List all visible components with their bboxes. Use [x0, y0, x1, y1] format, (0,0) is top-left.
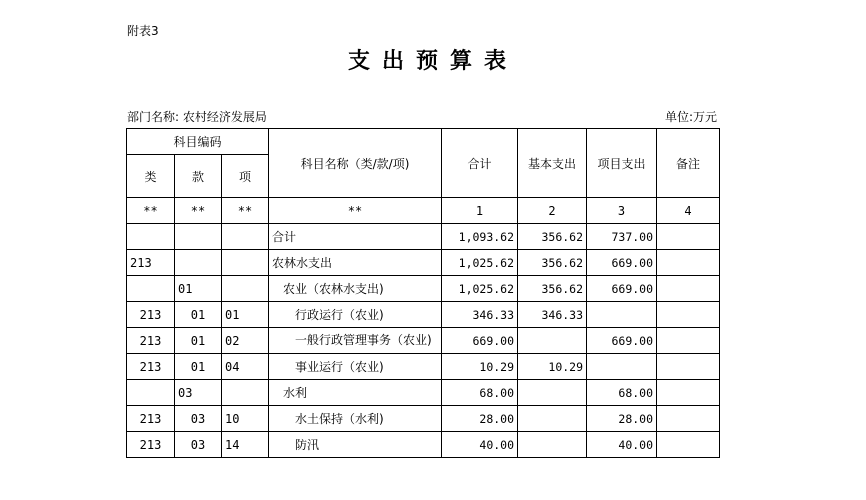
cell-project: 737.00: [587, 224, 657, 250]
cell-remark: [657, 250, 720, 276]
table-row: [127, 250, 720, 276]
index-cell: 4: [657, 198, 720, 224]
cell-lei: 213: [127, 354, 175, 380]
header-lei: 类: [127, 155, 175, 198]
cell-name: 行政运行（农业): [269, 302, 442, 328]
cell-remark: [657, 354, 720, 380]
cell-total: 40.00: [442, 432, 518, 458]
cell-xiang: [222, 380, 269, 406]
cell-remark: [657, 302, 720, 328]
table-row: [127, 380, 720, 406]
cell-kuan: 01: [175, 276, 222, 302]
cell-lei: 213: [127, 302, 175, 328]
index-cell: **: [175, 198, 222, 224]
cell-remark: [657, 224, 720, 250]
cell-lei: 213: [127, 406, 175, 432]
index-row: [127, 198, 720, 224]
cell-remark: [657, 406, 720, 432]
page-title: 支出预算表: [347, 49, 518, 74]
cell-total: 669.00: [442, 328, 518, 354]
table-row: [127, 276, 720, 302]
cell-total: 1,025.62: [442, 276, 518, 302]
cell-xiang: 02: [222, 328, 269, 354]
annex-label: 附表3: [127, 24, 159, 38]
cell-project: 669.00: [587, 276, 657, 302]
cell-kuan: 01: [175, 354, 222, 380]
cell-project: 669.00: [587, 328, 657, 354]
cell-name: 农业（农林水支出): [269, 276, 442, 302]
cell-basic: [518, 406, 587, 432]
index-cell: **: [269, 198, 442, 224]
cell-lei: [127, 380, 175, 406]
cell-xiang: [222, 250, 269, 276]
cell-kuan: 01: [175, 328, 222, 354]
cell-remark: [657, 328, 720, 354]
cell-xiang: 04: [222, 354, 269, 380]
cell-basic: [518, 432, 587, 458]
cell-xiang: [222, 276, 269, 302]
cell-total: 10.29: [442, 354, 518, 380]
cell-total: 1,025.62: [442, 250, 518, 276]
header-project: 项目支出: [587, 129, 657, 198]
table-row: [127, 224, 720, 250]
index-cell: 3: [587, 198, 657, 224]
cell-kuan: [175, 250, 222, 276]
cell-lei: [127, 276, 175, 302]
cell-total: 1,093.62: [442, 224, 518, 250]
cell-project: [587, 354, 657, 380]
cell-remark: [657, 432, 720, 458]
cell-kuan: [175, 224, 222, 250]
index-cell: 2: [518, 198, 587, 224]
cell-name: 一般行政管理事务（农业): [269, 328, 442, 354]
header-name: 科目名称（类/款/项): [269, 129, 442, 198]
index-cell: **: [127, 198, 175, 224]
cell-project: 28.00: [587, 406, 657, 432]
header-basic: 基本支出: [518, 129, 587, 198]
budget-table: [126, 128, 720, 458]
cell-lei: [127, 224, 175, 250]
cell-lei: 213: [127, 250, 175, 276]
header-code-group: 科目编码: [127, 129, 269, 155]
index-cell: 1: [442, 198, 518, 224]
cell-basic: [518, 328, 587, 354]
cell-project: 40.00: [587, 432, 657, 458]
header-remark: 备注: [657, 129, 720, 198]
cell-name: 防汛: [269, 432, 442, 458]
cell-name: 水利: [269, 380, 442, 406]
cell-xiang: 14: [222, 432, 269, 458]
department-name: 部门名称: 农村经济发展局: [127, 110, 267, 124]
header-xiang: 项: [222, 155, 269, 198]
cell-lei: 213: [127, 432, 175, 458]
cell-total: 68.00: [442, 380, 518, 406]
cell-basic: 356.62: [518, 276, 587, 302]
cell-basic: 356.62: [518, 224, 587, 250]
cell-basic: [518, 380, 587, 406]
cell-name: 合计: [269, 224, 442, 250]
cell-kuan: 03: [175, 432, 222, 458]
table-row: [127, 432, 720, 458]
cell-basic: 356.62: [518, 250, 587, 276]
table-row: [127, 406, 720, 432]
header-total: 合计: [442, 129, 518, 198]
cell-kuan: 01: [175, 302, 222, 328]
cell-name: 农林水支出: [269, 250, 442, 276]
table-row: [127, 328, 720, 354]
header-kuan: 款: [175, 155, 222, 198]
cell-total: 28.00: [442, 406, 518, 432]
cell-project: [587, 302, 657, 328]
cell-name: 事业运行（农业): [269, 354, 442, 380]
table-row: [127, 302, 720, 328]
cell-basic: 346.33: [518, 302, 587, 328]
cell-project: 68.00: [587, 380, 657, 406]
cell-remark: [657, 380, 720, 406]
cell-xiang: 10: [222, 406, 269, 432]
cell-kuan: 03: [175, 380, 222, 406]
cell-lei: 213: [127, 328, 175, 354]
cell-total: 346.33: [442, 302, 518, 328]
cell-remark: [657, 276, 720, 302]
cell-xiang: [222, 224, 269, 250]
cell-name: 水土保持（水利): [269, 406, 442, 432]
index-cell: **: [222, 198, 269, 224]
unit-label: 单位:万元: [664, 110, 717, 124]
table-row: [127, 354, 720, 380]
cell-project: 669.00: [587, 250, 657, 276]
cell-xiang: 01: [222, 302, 269, 328]
cell-kuan: 03: [175, 406, 222, 432]
cell-basic: 10.29: [518, 354, 587, 380]
